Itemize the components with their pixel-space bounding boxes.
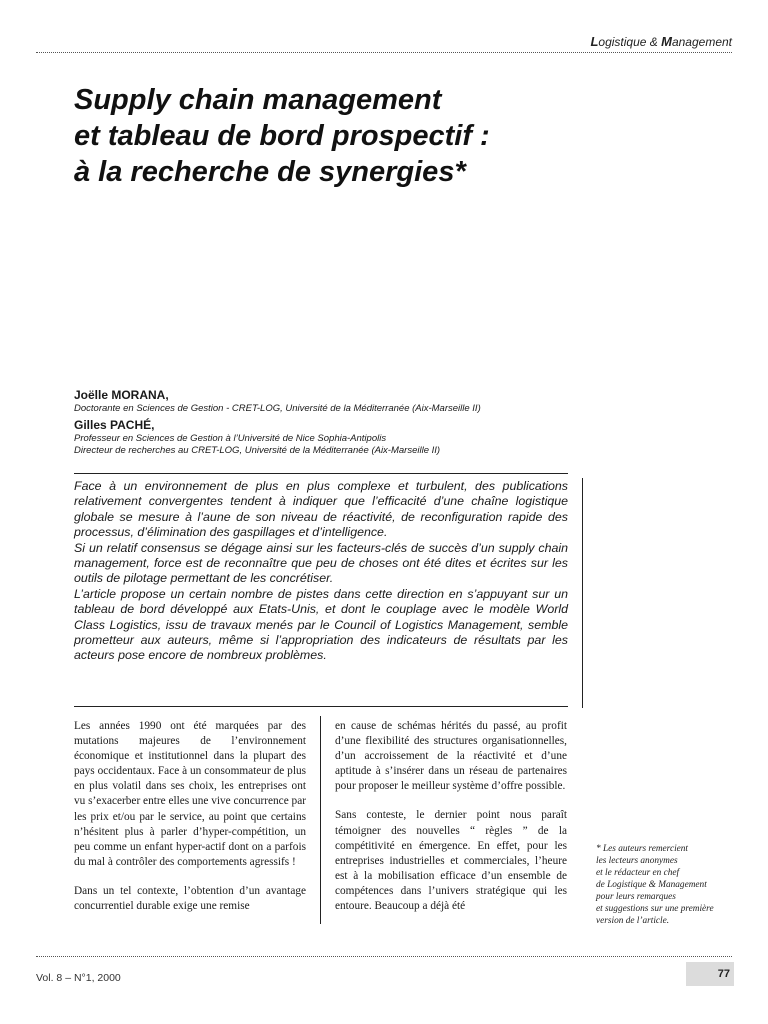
journal-header: Logistique & Management [590,34,732,49]
column-divider [320,716,321,924]
body-paragraph: Les années 1990 ont été marquées par des mutations majeures de l’environnement économique et institutionnel dans la plupart des pays occidentaux. Face à un consommateur de plus en plus volatil dans ses choix, les entreprises ont vu s’exacerber entre elles une vive concurrence par les prix et/ou par le service, au point que certains n’hésitent plus à parler d’hyper-compétition, un peu comme un enfant hyper-actif dont on a parfois du mal à contrôler des comportements agressifs ! [74,720,306,868]
abstract-bottom-rule [74,706,568,707]
title-line-1: Supply chain management [74,84,442,116]
header-dotted-rule [36,52,732,53]
abstract-side-rule [582,478,583,708]
page-number: 77 [717,968,730,980]
title-line-2: et tableau de bord prospectif : [74,120,490,152]
abstract-paragraph: Si un relatif consensus se dégage ainsi sur les facteurs-clés de succès d’un supply chain management, force est de reconnaître que peu de choses ont été dites et écrites sur les outils de pilotage permettant de les concrétiser. [74,540,568,586]
body-paragraph: Dans un tel contexte, l’obtention d’un avantage concurrentiel durable exige une remise [74,884,306,913]
abstract-paragraph: Face à un environnement de plus en plus complexe et turbulent, des publications relativement convergentes tendent à indiquer que l’efficacité d’une chaîne logistique globale se mesure à l’aune de son niveau de réactivité, de reconfiguration rapide des processus, d’élimination des gaspillages et d’intelligence. [74,479,568,540]
footnote: * Les auteurs remercient les lecteurs anonymes et le rédacteur en chef de Logistique & Management pour leurs remarques et suggestions sur une première version de l’article. [596,844,714,926]
body-column-1 [74,719,306,928]
author-2 [74,418,440,457]
author-1 [74,388,481,415]
abstract-paragraph: L’article propose un certain nombre de pistes dans cette direction en s’appuyant sur un tableau de bord développé aux Etats-Unis, et dont le couplage avec le modèle World Class Logistics, issu de travaux menés par le Council of Logistics Management, semble prometteur aux auteurs, même si l’appropriation des indicateurs de résultats par les acteurs pose encore de nombreux problèmes. [74,586,568,663]
footer-dotted-rule [36,956,732,957]
page-number-box [686,962,734,986]
author-affiliation: Professeur en Sciences de Gestion à l’Université de Nice Sophia-Antipolis [74,433,387,444]
volume-info: Vol. 8 – N°1, 2000 [36,972,121,984]
body-paragraph: Sans conteste, le dernier point nous paraît témoigner des nouvelles “ règles ” de la compétitivité en émergence. En effet, pour les entreprises industrielles et commerciales, l’heure est à la mobilisation efficace d’un ensemble de compétences dans l’univers stratégique qui les entoure. Beaucoup a déjà été [335,809,567,913]
body-column-2 [335,719,567,928]
author-affiliation: Directeur de recherches au CRET-LOG, Université de la Méditerranée (Aix-Marseille II) [74,445,441,456]
author-name: Gilles PACHÉ, [74,418,155,432]
author-name: Joëlle MORANA, [74,388,169,402]
abstract [74,479,568,664]
author-affiliation: Doctorante en Sciences de Gestion - CRET-LOG, Université de la Méditerranée (Aix-Marseille II) [74,403,481,414]
title-line-3: à la recherche de synergies* [74,156,466,188]
article-title [74,82,674,190]
abstract-top-rule [74,473,568,474]
body-paragraph: en cause de schémas hérités du passé, au profit d’une flexibilité des structures organisationnelles, d’un accroissement de la réactivité et d’une aptitude à s’insérer dans un réseau de partenaires pour proposer le meilleur système d’offre possible. [335,720,567,793]
